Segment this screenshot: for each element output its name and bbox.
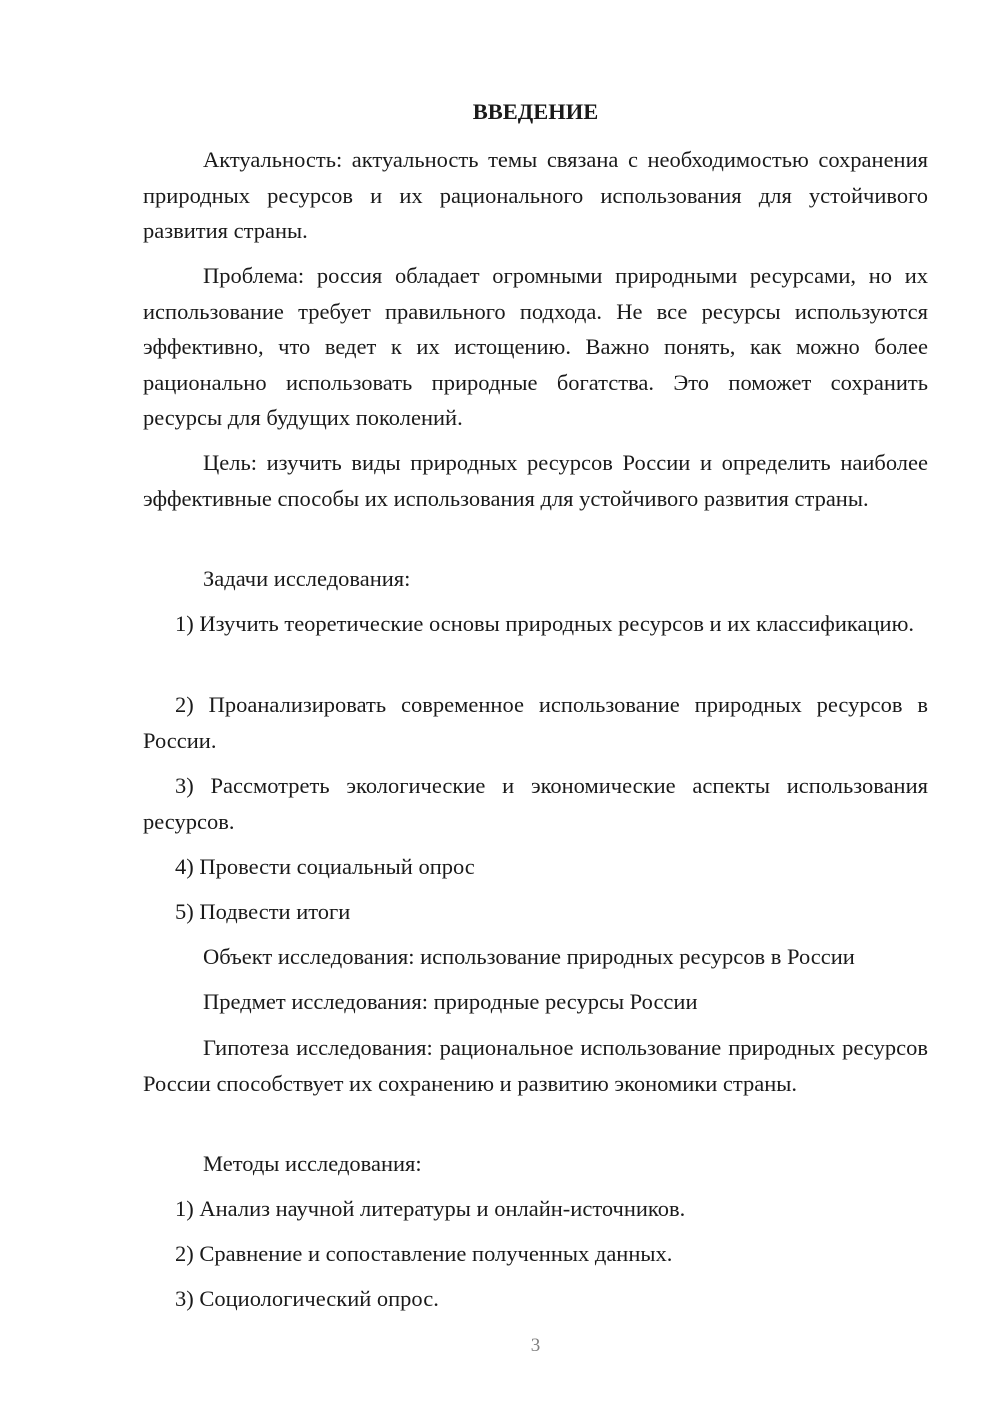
paragraph-object: Объект исследования: использование природных ресурсов в России [203, 944, 855, 969]
list-item-task-4: 4) Провести социальный опрос [175, 854, 475, 879]
paragraph-problem: Проблема: россия обладает огромными природными ресурсами, но их использование требует правильного подхода. Не все ресурсы используются эффективно, что ведет к их истощению. Важно понять, как можно более рационально использовать природные богатства. Это поможет сохранить ресурсы для будущих поколений. [143, 263, 928, 430]
document-page [143, 0, 928, 1414]
paragraph-goal: Цель: изучить виды природных ресурсов России и определить наиболее эффективные способы их использования для устойчивого развития страны. [143, 450, 928, 511]
paragraph-tasks-heading: Задачи исследования: [203, 566, 411, 591]
paragraph-hypothesis: Гипотеза исследования: рациональное использование природных ресурсов России способствует их сохранению и развитию экономики страны. [143, 1035, 928, 1096]
page-number: 3 [530, 1335, 541, 1356]
paragraph-methods-heading: Методы исследования: [203, 1151, 422, 1176]
list-item-task-1: 1) Изучить теоретические основы природных ресурсов и их классификацию. [175, 611, 915, 636]
list-item-method-1: 1) Анализ научной литературы и онлайн-источников. [175, 1196, 686, 1221]
paragraph-subject: Предмет исследования: природные ресурсы России [203, 989, 698, 1014]
list-item-task-2: 2) Проанализировать современное использование природных ресурсов в России. [143, 692, 928, 753]
page-title: ВВЕДЕНИЕ [472, 99, 599, 124]
paragraph-relevance: Актуальность: актуальность темы связана с необходимостью сохранения природных ресурсов и их рационального использования для устойчивого развития страны. [143, 147, 928, 243]
list-item-method-3: 3) Социологический опрос. [175, 1286, 439, 1311]
list-item-task-5: 5) Подвести итоги [175, 899, 351, 924]
list-item-method-2: 2) Сравнение и сопоставление полученных данных. [175, 1241, 673, 1266]
list-item-task-3: 3) Рассмотреть экологические и экономические аспекты использования ресурсов. [143, 773, 928, 834]
